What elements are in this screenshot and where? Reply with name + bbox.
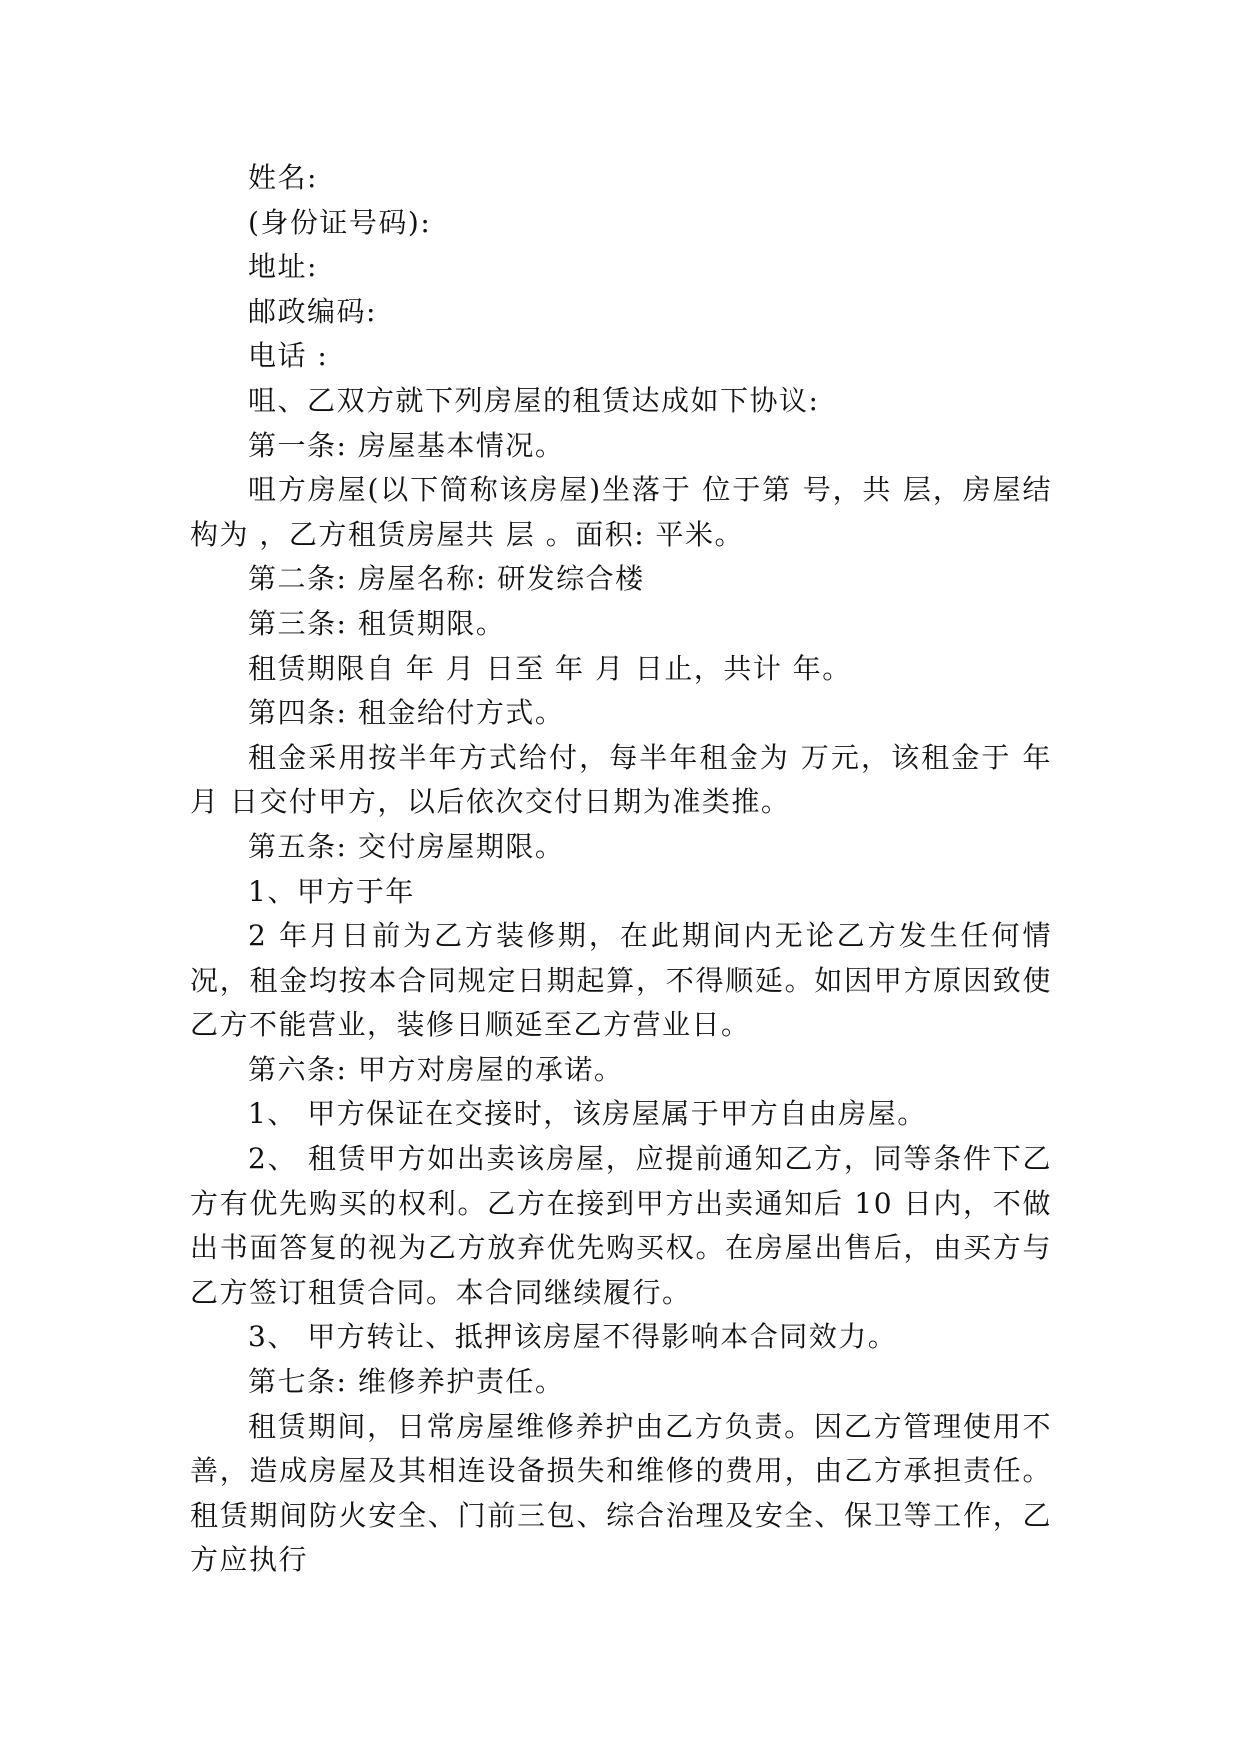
article-3-heading: 第三条: 租赁期限。 bbox=[248, 606, 506, 640]
document-body bbox=[190, 156, 1052, 1583]
article-7-heading: 第七条: 维修养护责任。 bbox=[248, 1365, 565, 1399]
article-6-item-3: 3、 甲方转让、抵押该房屋不得影响本合同效力。 bbox=[248, 1320, 898, 1354]
article-1-heading: 第一条: 房屋基本情况。 bbox=[248, 428, 565, 462]
article-5-item-2: 2 年月日前为乙方装修期，在此期间内无论乙方发生任何情况，租金均按本合同规定日期起算，不得顺延。如因甲方原因致使乙方不能营业，装修日顺延至乙方营业日。 bbox=[190, 919, 1052, 1042]
article-4-body: 租金采用按半年方式给付，每半年租金为 万元，该租金于 年月 日交付甲方，以后依次交付日期为准类推。 bbox=[190, 740, 1052, 819]
agreement-intro: 咀、乙双方就下列房屋的租赁达成如下协议: bbox=[248, 383, 820, 417]
article-2-heading: 第二条: 房屋名称: 研发综合楼 bbox=[248, 562, 645, 596]
field-postal-code: 邮政编码: bbox=[248, 294, 377, 328]
article-1-body: 咀方房屋(以下简称该房屋)坐落于 位于第 号，共 层，房屋结构为 ，乙方租赁房屋共 层 。面积: 平米。 bbox=[190, 473, 1052, 551]
article-6-item-1: 1、 甲方保证在交接时，该房屋属于甲方自由房屋。 bbox=[248, 1097, 927, 1131]
field-phone: 电话 : bbox=[248, 339, 329, 373]
article-5-item-1: 1、甲方于年 bbox=[248, 874, 415, 908]
article-6-item-2: 2、 租赁甲方如出卖该房屋，应提前通知乙方，同等条件下乙方有优先购买的权利。乙方在接到甲方出卖通知后 10 日内，不做出书面答复的视为乙方放弃优先购买权。在房屋出售后，由买方与乙方签订租赁合同。本合同继续履行。 bbox=[190, 1142, 1052, 1309]
article-6-heading: 第六条: 甲方对房屋的承诺。 bbox=[248, 1052, 624, 1086]
article-4-heading: 第四条: 租金给付方式。 bbox=[248, 696, 565, 730]
article-7-body: 租赁期间，日常房屋维修养护由乙方负责。因乙方管理使用不善，造成房屋及其相连设备损失和维修的费用，由乙方承担责任。租赁期间防火安全、门前三包、综合治理及安全、保卫等工作，乙方应执行 bbox=[190, 1409, 1052, 1577]
field-id-number: (身份证号码): bbox=[248, 205, 432, 239]
article-3-body: 租赁期限自 年 月 日至 年 月 日止，共计 年。 bbox=[248, 651, 852, 685]
field-name: 姓名: bbox=[248, 161, 318, 194]
article-5-heading: 第五条: 交付房屋期限。 bbox=[248, 829, 565, 863]
field-address: 地址: bbox=[248, 250, 318, 284]
